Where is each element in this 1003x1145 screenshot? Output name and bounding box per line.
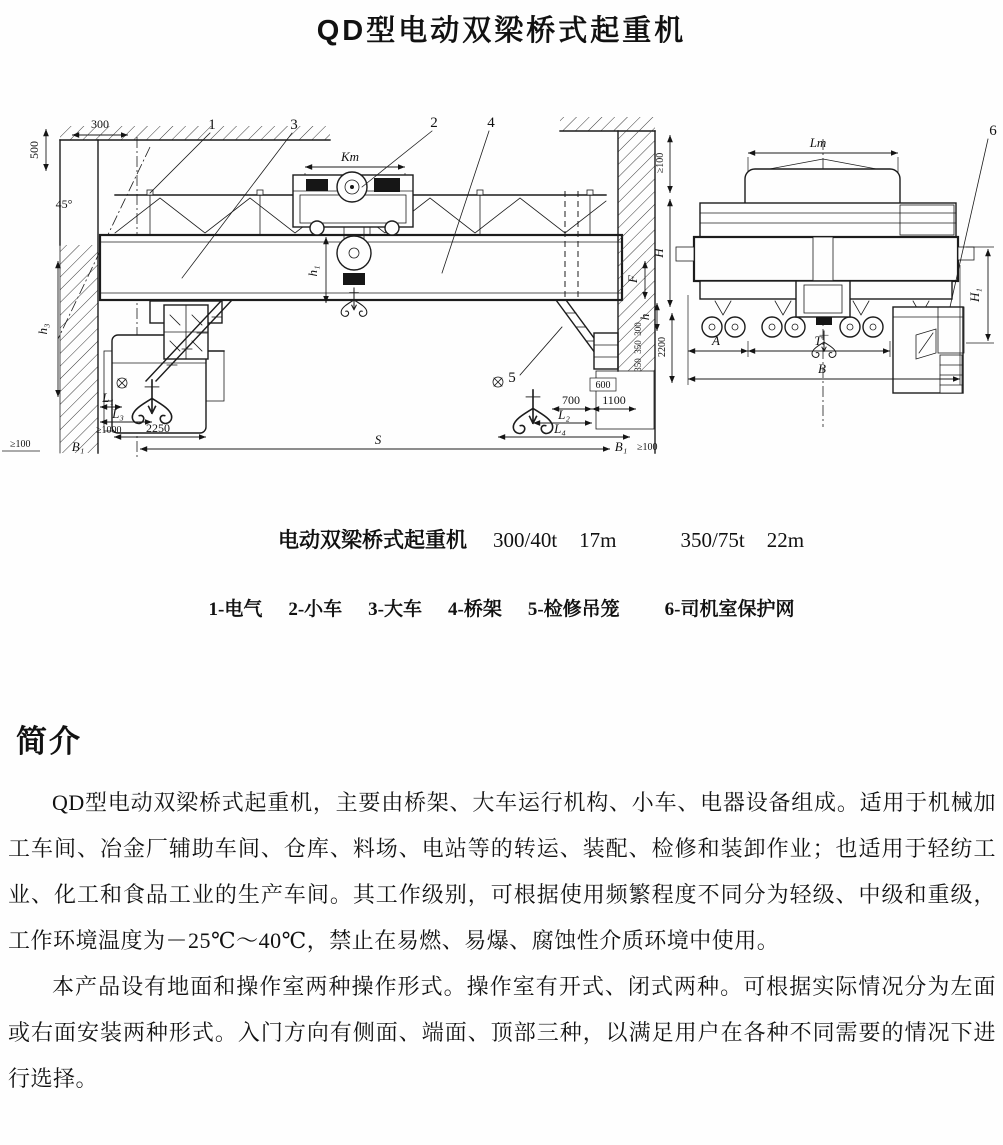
legend-item-3: 3-大车 — [368, 599, 422, 620]
part-label-2: 2 — [430, 115, 438, 131]
dim-geq100-right: ≥100 — [637, 442, 658, 453]
dim-L2: L₂ — [558, 407, 570, 422]
dim-T: T — [814, 333, 822, 348]
driver-cab — [112, 300, 232, 433]
dim-B1-left: B₁ — [71, 439, 85, 454]
dim-600: 600 — [595, 380, 611, 391]
hoist-side — [796, 281, 850, 357]
dim-kt: Kт — [340, 149, 360, 164]
part-label-3: 3 — [290, 117, 298, 133]
dim-F: F — [625, 275, 640, 283]
caption-capacity-2: 350/75t — [680, 528, 745, 552]
intro-body — [8, 780, 996, 1102]
dim-2200: 2200 — [657, 337, 668, 357]
legend-item-6: 6-司机室保护网 — [664, 599, 795, 620]
dim-h1: h₁ — [305, 265, 320, 277]
legend-item-1: 1-电气 — [208, 599, 263, 620]
dim-Lt: Lт — [809, 135, 827, 150]
part-label-1: 1 — [208, 117, 216, 133]
bridge-side — [676, 203, 974, 281]
dim-geq1000: ≥1000 — [96, 425, 122, 436]
parts-legend — [0, 594, 1003, 621]
legend-item-5: 5-检修吊笼 — [527, 599, 620, 620]
legend-item-2: 2-小车 — [288, 599, 343, 620]
legend-item-4: 4-桥架 — [448, 599, 502, 620]
dim-B: B — [818, 361, 826, 376]
dim-geq100-top: ≥100 — [655, 152, 666, 174]
trolley — [293, 149, 413, 235]
dim-45deg: 45° — [55, 197, 73, 211]
dim-A: A — [712, 333, 720, 348]
caption-capacity-1: 300/40t — [493, 528, 558, 552]
dim-350-stack-a: 350 — [633, 340, 643, 354]
dim-S: S — [374, 432, 382, 447]
dim-L1: L₁ — [102, 390, 114, 405]
dim-300-stack: 300 — [633, 322, 643, 336]
intro-paragraph-2: 本产品设有地面和操作室两种操作形式。操作室有开式、闭式两种。可根据实际情况分为左面或右面安装两种形式。入门方向有侧面、端面、顶部三种，以满足用户在各种不同需要的情况下进行选择。 — [8, 974, 996, 1091]
side-elevation-view — [676, 123, 997, 427]
dim-H1: H₁ — [967, 288, 982, 302]
dim-h: h — [637, 313, 652, 321]
dim-1100: 1100 — [602, 393, 626, 407]
part-label-4: 4 — [487, 115, 495, 131]
dim-H: H — [651, 248, 666, 258]
dim-h3: h₃ — [35, 323, 50, 335]
crane-technical-drawing — [0, 95, 1003, 480]
dim-2250: 2250 — [146, 421, 170, 435]
caption-product-name: 电动双梁桥式起重机 — [278, 528, 467, 552]
dim-700: 700 — [562, 393, 580, 407]
dim-B1-right: B₁ — [614, 439, 628, 454]
page-title: QD型电动双梁桥式起重机 — [316, 15, 687, 47]
caption-span-1: 17m — [579, 528, 617, 552]
dim-geq100-left: ≥100 — [10, 439, 31, 450]
dim-300: 300 — [91, 117, 109, 131]
dim-L4: L₄ — [554, 421, 566, 436]
dim-L3: L₃ — [112, 406, 124, 421]
caption-span-2: 22m — [766, 528, 805, 552]
dim-350-stack-b: 350 — [633, 358, 643, 372]
intro-paragraph-1: QD型电动双梁桥式起重机，主要由桥架、大车运行机构、小车、电器设备组成。适用于机械加工车间、冶金厂辅助车间、仓库、料场、电站等的转运、装配、检修和装卸作业；也适用于轻纺工业、化工和食品工业的生产车间。其工作级别，可根据使用频繁程度不同分为轻级、中级和重级，工作环境温度为－25℃～40℃，禁止在易燃、易爆、腐蚀性介质环境中使用。 — [8, 790, 996, 953]
section-heading-intro: 简介 — [16, 724, 82, 759]
model-caption — [278, 524, 804, 554]
front-elevation-view — [2, 115, 672, 457]
part-label-6: 6 — [989, 123, 997, 139]
dim-500: 500 — [27, 141, 41, 159]
part-label-5: 5 — [508, 370, 516, 386]
